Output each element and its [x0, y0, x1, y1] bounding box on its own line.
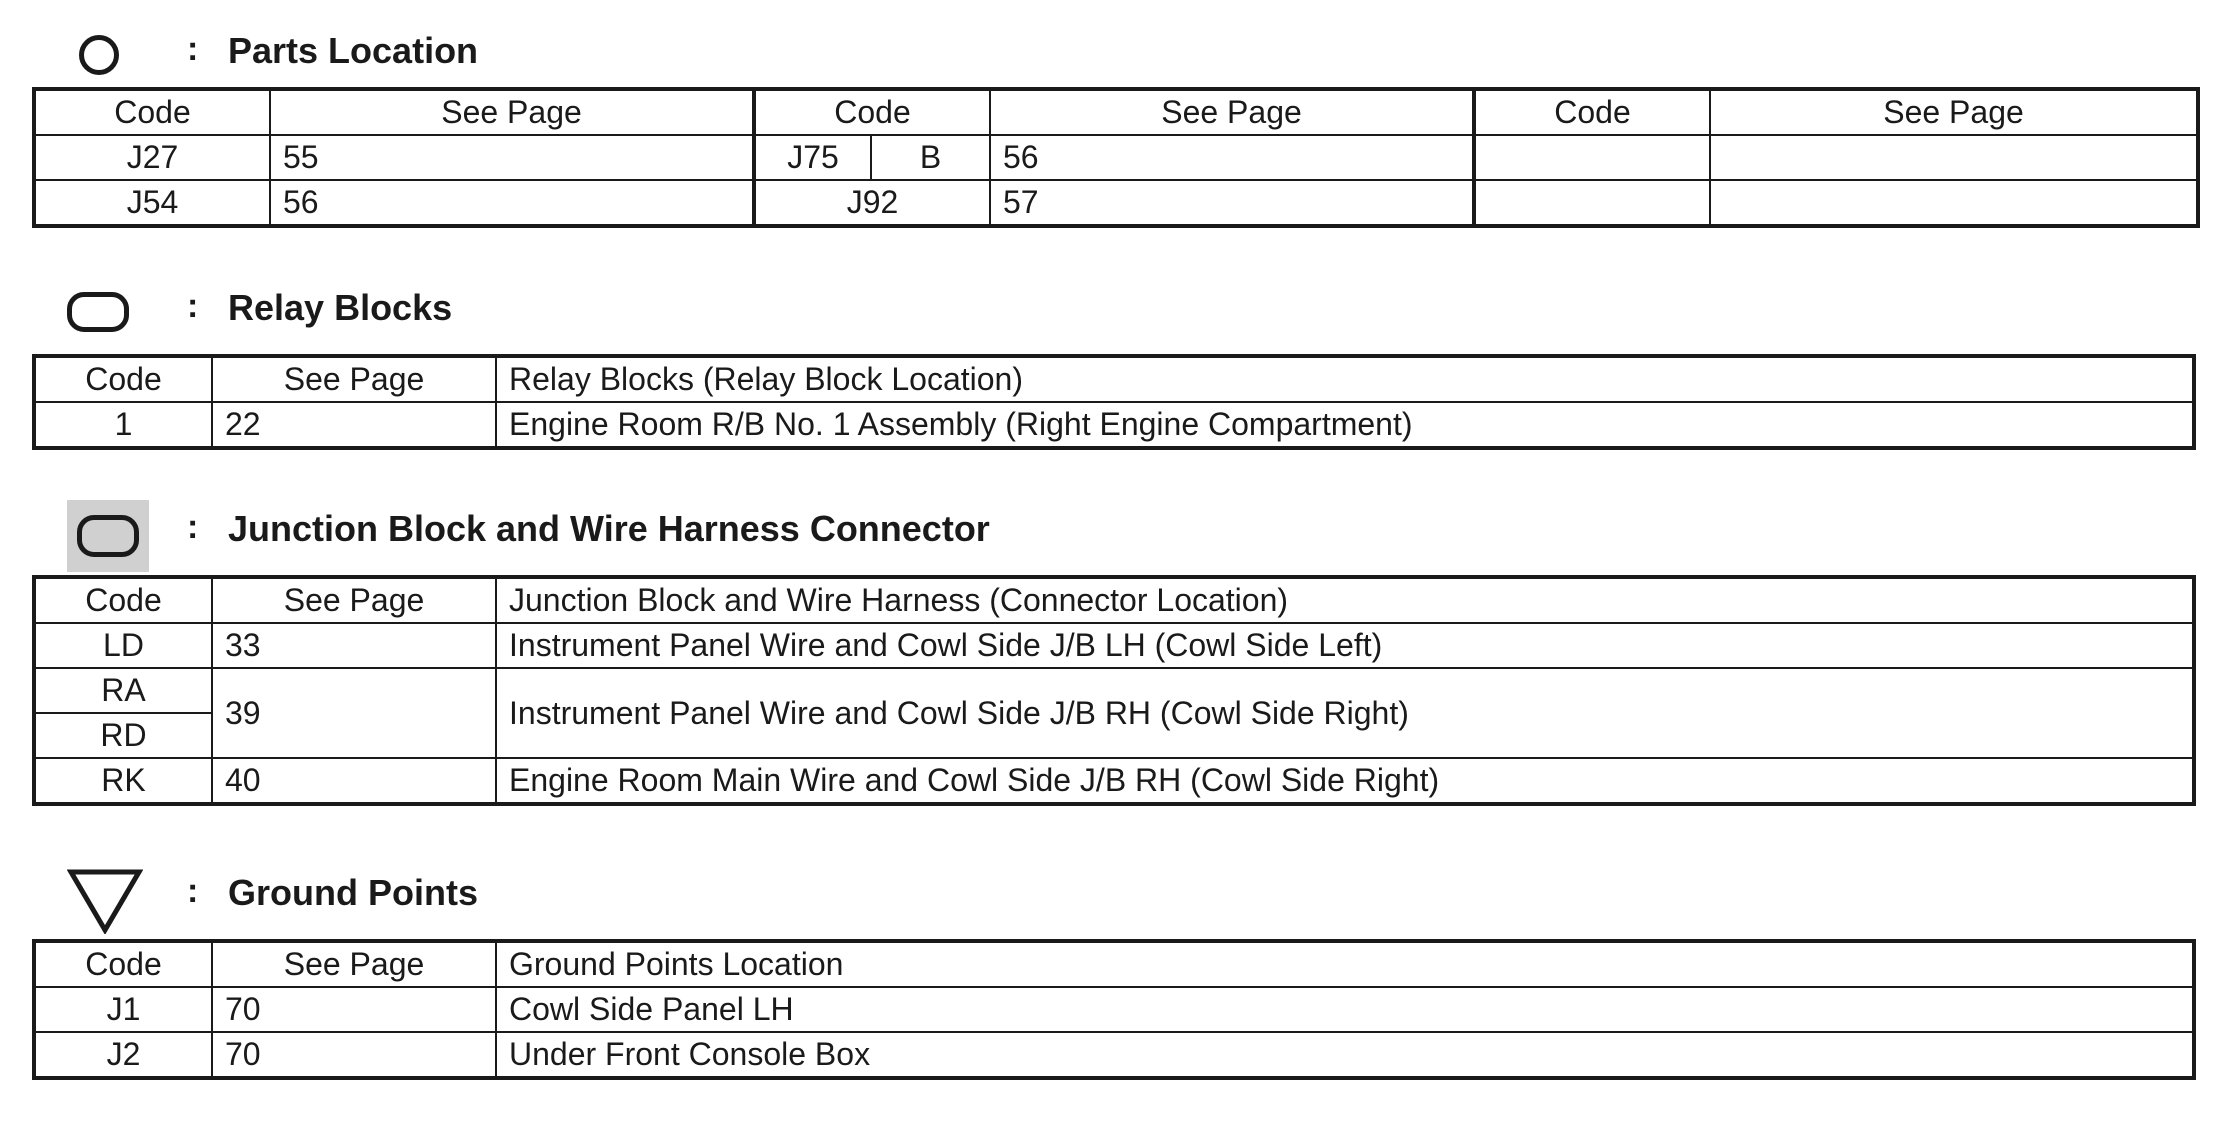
header-description: Ground Points Location: [496, 941, 2194, 987]
header-code: Code: [34, 89, 270, 135]
description-cell: Cowl Side Panel LH: [496, 987, 2194, 1032]
downward-triangle-symbol-icon: [67, 868, 143, 939]
code-cell: J27: [34, 135, 270, 180]
page-cell: 56: [270, 180, 754, 226]
code-cell: RK: [34, 758, 212, 804]
header-see-page: See Page: [212, 356, 496, 402]
page-cell: 22: [212, 402, 496, 448]
heading-colon: :: [187, 508, 199, 546]
table-row: [34, 402, 2194, 448]
page-cell: 70: [212, 987, 496, 1032]
header-code: Code: [1474, 89, 1710, 135]
description-cell: Instrument Panel Wire and Cowl Side J/B RH (Cowl Side Right): [496, 668, 2194, 758]
header-see-page: See Page: [990, 89, 1474, 135]
header-code: Code: [34, 356, 212, 402]
relay-blocks-table: [32, 354, 2196, 450]
page-cell: [1710, 135, 2198, 180]
parts-location-heading: [0, 10, 1400, 90]
table-row: [34, 987, 2194, 1032]
page-cell: 57: [990, 180, 1474, 226]
code-cell: RA: [34, 668, 212, 713]
code-cell: RD: [34, 713, 212, 758]
code-cell: [1474, 135, 1710, 180]
circle-symbol-icon: [79, 35, 119, 75]
header-see-page: See Page: [270, 89, 754, 135]
header-description: Relay Blocks (Relay Block Location): [496, 356, 2194, 402]
heading-colon: :: [187, 30, 199, 68]
table-row: [34, 623, 2194, 668]
description-cell: Instrument Panel Wire and Cowl Side J/B LH (Cowl Side Left): [496, 623, 2194, 668]
table-row: [34, 135, 2198, 180]
table-header-row: [34, 577, 2194, 623]
page-cell: 55: [270, 135, 754, 180]
page-cell: 40: [212, 758, 496, 804]
header-description: Junction Block and Wire Harness (Connector Location): [496, 577, 2194, 623]
code-cell: J75: [754, 135, 871, 180]
page-cell: [1710, 180, 2198, 226]
table-header-row: [34, 89, 2198, 135]
description-cell: Under Front Console Box: [496, 1032, 2194, 1078]
code-cell: J1: [34, 987, 212, 1032]
junction-block-title: Junction Block and Wire Harness Connector: [228, 508, 990, 549]
description-cell: Engine Room Main Wire and Cowl Side J/B RH (Cowl Side Right): [496, 758, 2194, 804]
junction-block-table: [32, 575, 2196, 806]
header-see-page: See Page: [212, 577, 496, 623]
table-row: [34, 1032, 2194, 1078]
code-cell: J92: [754, 180, 990, 226]
header-code: Code: [34, 941, 212, 987]
ground-points-heading: [0, 852, 1400, 932]
page-cell: 70: [212, 1032, 496, 1078]
shaded-rounded-rectangle-symbol-icon: [67, 500, 149, 572]
ground-points-title: Ground Points: [228, 872, 478, 913]
heading-colon: :: [187, 287, 199, 325]
header-see-page: See Page: [1710, 89, 2198, 135]
table-row: [34, 758, 2194, 804]
page-cell: 33: [212, 623, 496, 668]
description-cell: Engine Room R/B No. 1 Assembly (Right Engine Compartment): [496, 402, 2194, 448]
header-code: Code: [754, 89, 990, 135]
page-cell: 56: [990, 135, 1474, 180]
code-cell: [1474, 180, 1710, 226]
code-cell: J2: [34, 1032, 212, 1078]
header-code: Code: [34, 577, 212, 623]
relay-blocks-title: Relay Blocks: [228, 287, 453, 328]
code-cell: 1: [34, 402, 212, 448]
page-cell: 39: [212, 668, 496, 758]
junction-block-heading: [0, 488, 1400, 568]
table-header-row: [34, 941, 2194, 987]
parts-location-table: [32, 87, 2200, 228]
parts-location-title: Parts Location: [228, 30, 479, 71]
code-sub-cell: B: [871, 135, 990, 180]
heading-colon: :: [187, 872, 199, 910]
ground-points-table: [32, 939, 2196, 1080]
table-row: [34, 180, 2198, 226]
table-row: [34, 668, 2194, 713]
rounded-rectangle-symbol-icon: [67, 292, 129, 332]
code-cell: LD: [34, 623, 212, 668]
header-see-page: See Page: [212, 941, 496, 987]
code-cell: J54: [34, 180, 270, 226]
relay-blocks-heading: [0, 267, 1400, 347]
table-header-row: [34, 356, 2194, 402]
